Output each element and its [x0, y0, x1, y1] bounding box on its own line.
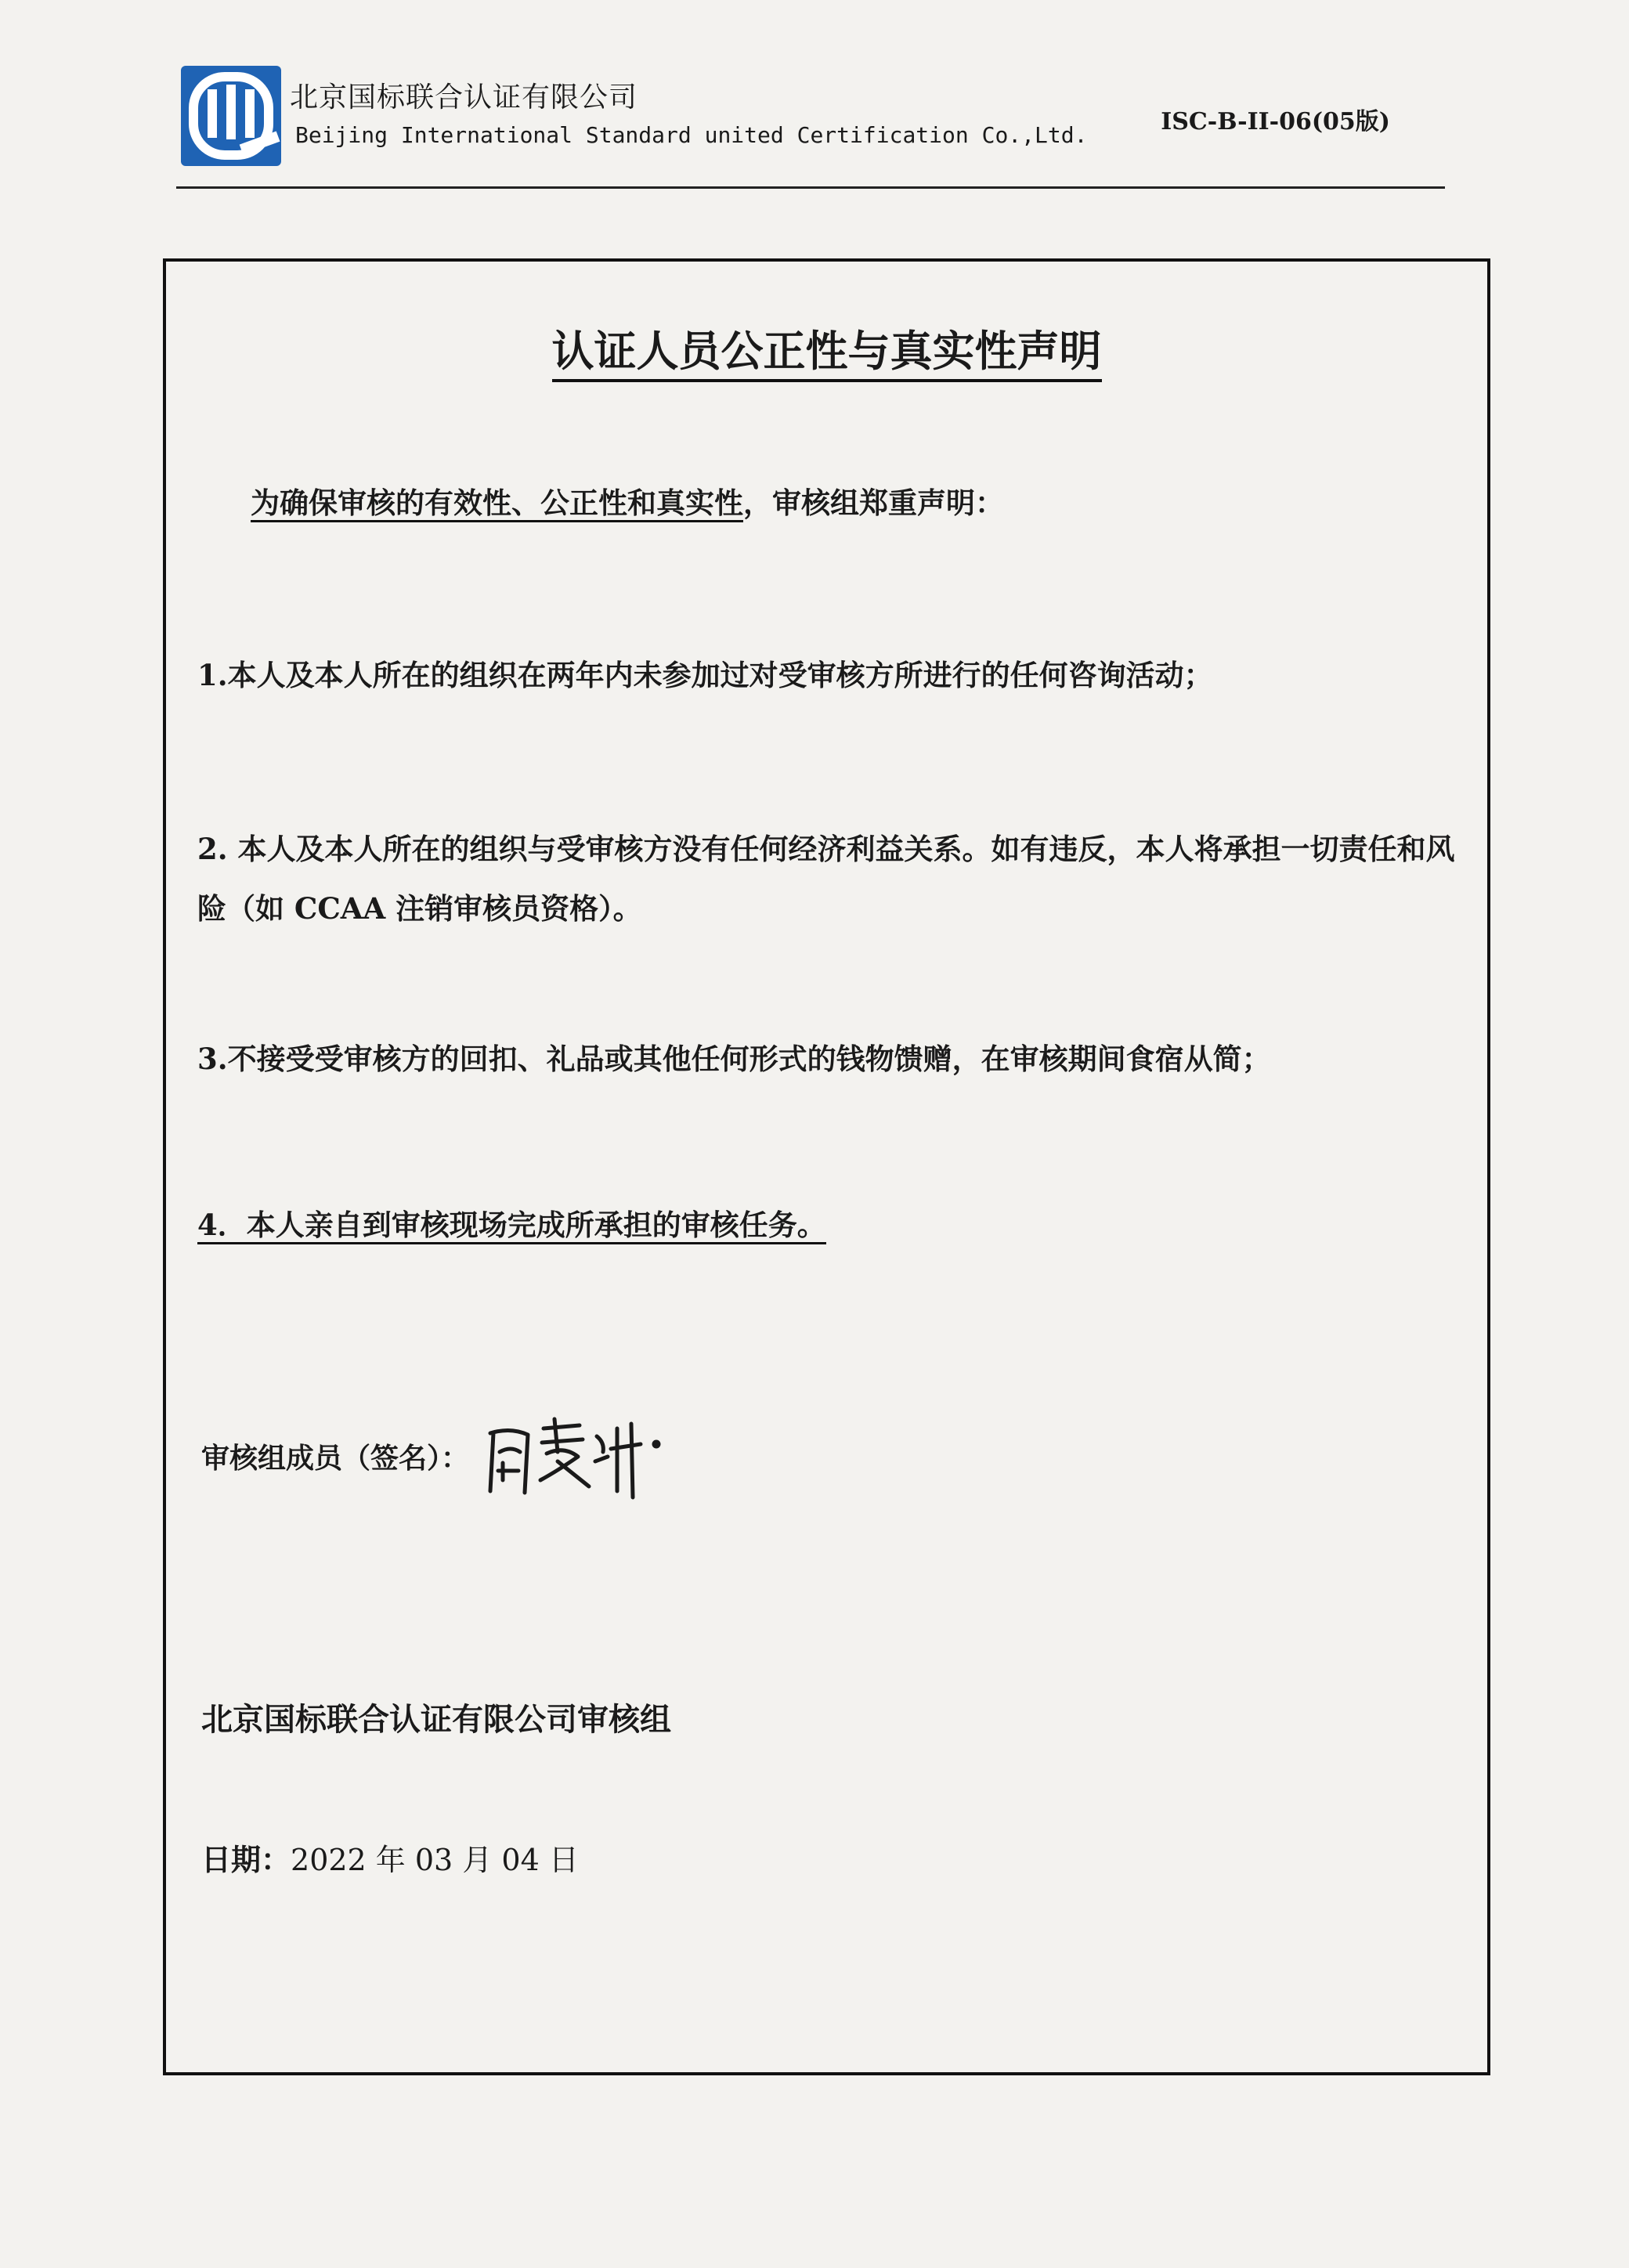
declaration-frame [163, 258, 1490, 2075]
date-row [201, 1836, 579, 1879]
audit-group-name: 北京国标联合认证有限公司审核组 [201, 1701, 671, 1738]
letterhead [176, 61, 1445, 194]
company-logo [176, 61, 286, 171]
handwritten-signature [479, 1405, 667, 1507]
declaration-intro [251, 479, 1004, 522]
declaration-title [166, 318, 1487, 378]
header-divider [176, 186, 1445, 189]
date-label: 日期： [201, 1842, 291, 1877]
intro-rest: ，审核组郑重声明： [743, 486, 1004, 520]
form-code: ISC-B-II-06(05版) [1161, 108, 1390, 135]
clause-4-text: 4．本人亲自到审核现场完成所承担的审核任务。 [197, 1208, 826, 1244]
clause-2: 2. 本人及本人所在的组织与受审核方没有任何经济利益关系。如有违反，本人将承担一切责任和风险（如 CCAA 注销审核员资格）。 [197, 832, 1455, 926]
declaration-title-text: 认证人员公正性与真实性声明 [552, 327, 1102, 382]
company-name-en: Beijing International Standard united Certification Co.,Ltd. [295, 122, 1088, 148]
signature-label: 审核组成员（签名）： [201, 1442, 470, 1475]
clause-3: 3.不接受受审核方的回扣、礼品或其他任何形式的钱物馈赠，在审核期间食宿从简； [197, 1042, 1271, 1076]
company-name-cn: 北京国标联合认证有限公司 [290, 81, 638, 114]
date-value: 2022 年 03 月 04 日 [291, 1843, 579, 1877]
clause-1: 1.本人及本人所在的组织在两年内未参加过对受审核方所进行的任何咨询活动； [197, 658, 1213, 692]
clause-4 [197, 1195, 1466, 1255]
intro-underlined: 为确保审核的有效性、公正性和真实性 [251, 486, 743, 522]
